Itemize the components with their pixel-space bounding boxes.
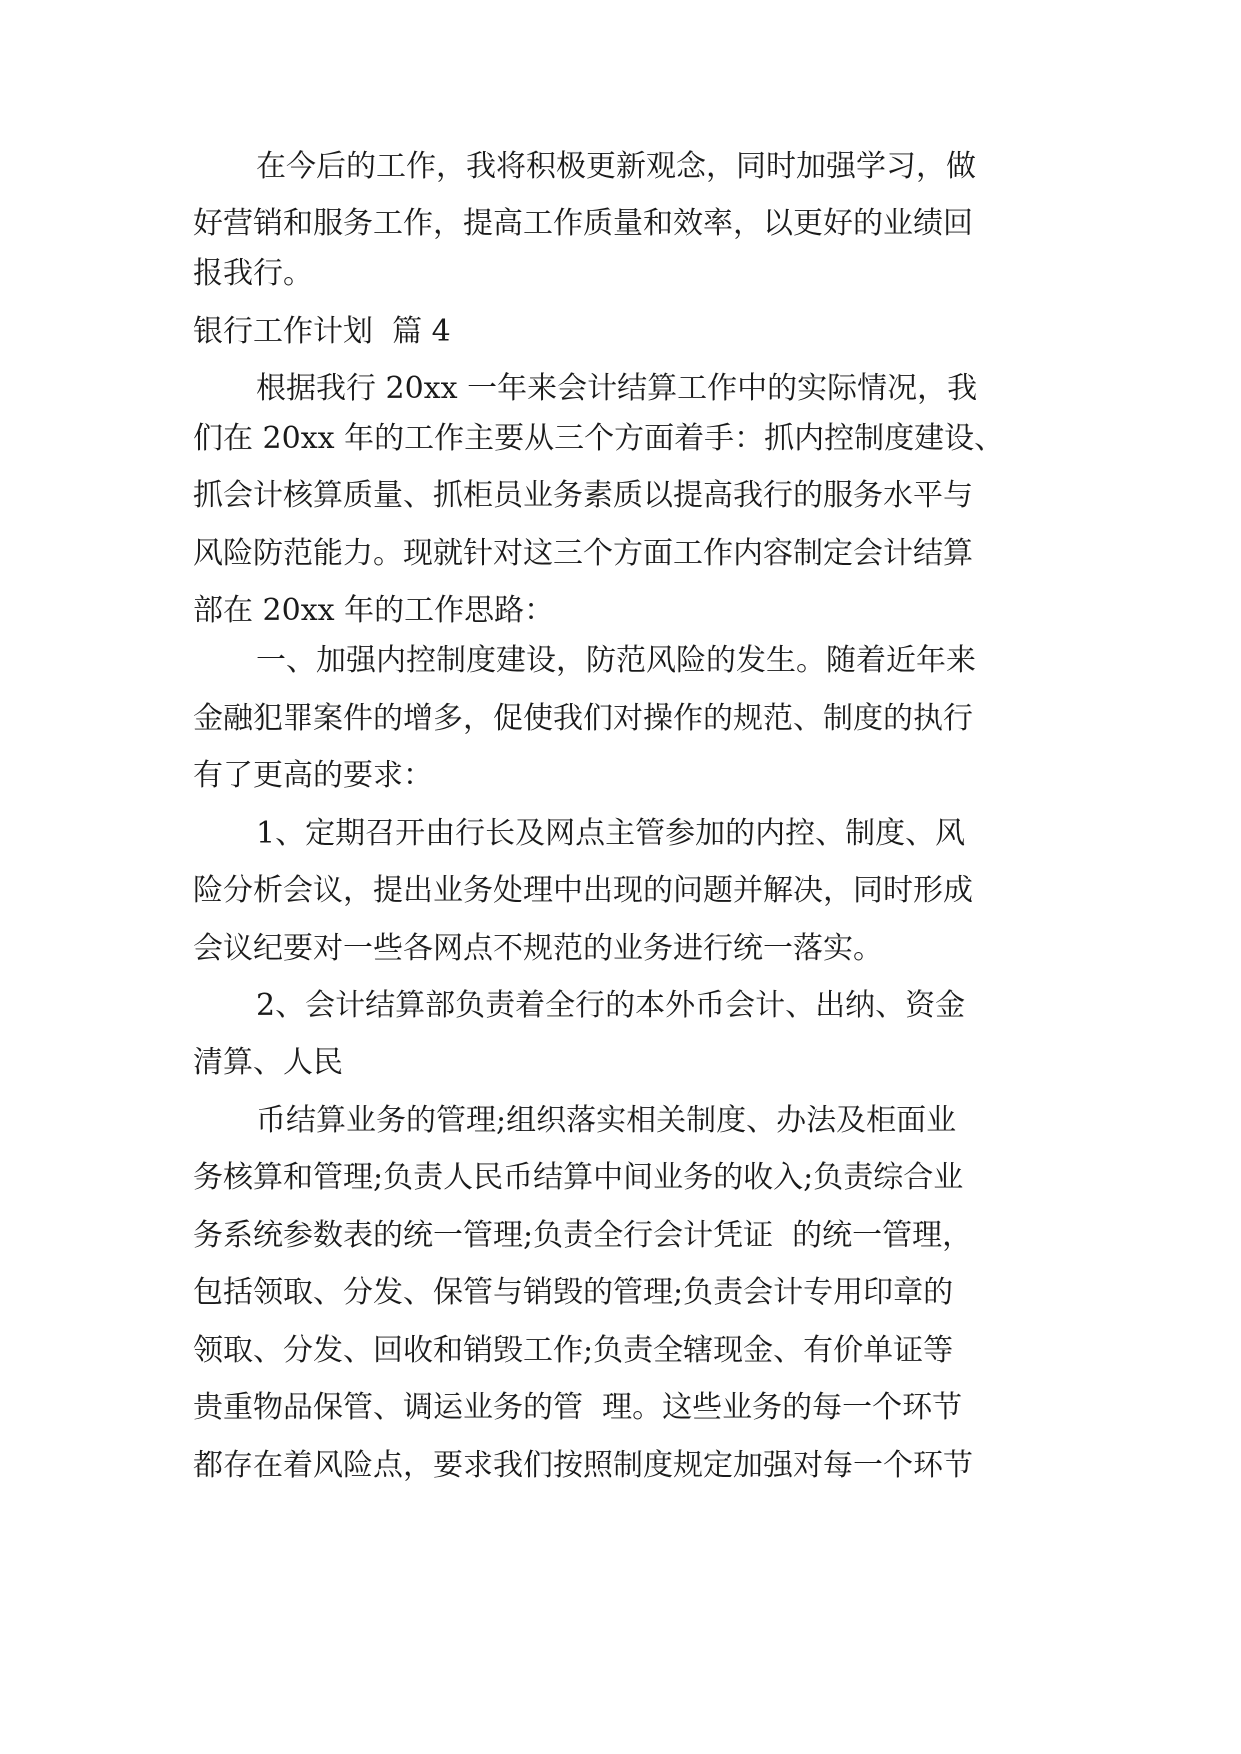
text-line: 险分析会议，提出业务处理中出现的问题并解决，同时形成 xyxy=(193,873,973,908)
text-line: 抓会计核算质量、抓柜员业务素质以提高我行的服务水平与 xyxy=(193,478,973,513)
text-line: 贵重物品保管、调运业务的管 理。这些业务的每一个环节 xyxy=(193,1390,963,1425)
text-line: 领取、分发、回收和销毁工作;负责全辖现金、有价单证等 xyxy=(193,1333,954,1368)
text-line: 金融犯罪案件的增多，促使我们对操作的规范、制度的执行 xyxy=(193,701,973,736)
text-line: 1、定期召开由行长及网点主管参加的内控、制度、风 xyxy=(256,816,966,851)
text-line: 有了更高的要求： xyxy=(193,758,433,793)
text-line: 在今后的工作，我将积极更新观念，同时加强学习，做 xyxy=(256,149,976,184)
text-line: 们在 20xx 年的工作主要从三个方面着手：抓内控制度建设、 xyxy=(193,421,1005,456)
text-line: 都存在着风险点，要求我们按照制度规定加强对每一个环节 xyxy=(193,1448,973,1483)
text-line: 币结算业务的管理;组织落实相关制度、办法及柜面业 xyxy=(256,1103,957,1138)
text-line: 报我行。 xyxy=(193,256,313,291)
text-line: 务核算和管理;负责人民币结算中间业务的收入;负责综合业 xyxy=(193,1160,964,1195)
text-line: 2、会计结算部负责着全行的本外币会计、出纳、资金 xyxy=(256,988,966,1023)
text-line: 清算、人民 xyxy=(193,1045,343,1080)
text-line: 包括领取、分发、保管与销毁的管理;负责会计专用印章的 xyxy=(193,1275,954,1310)
text-line: 会议纪要对一些各网点不规范的业务进行统一落实。 xyxy=(193,931,883,966)
text-line: 部在 20xx 年的工作思路： xyxy=(193,593,555,628)
text-line: 务系统参数表的统一管理;负责全行会计凭证 的统一管理， xyxy=(193,1218,973,1253)
section-heading: 银行工作计划 篇 4 xyxy=(193,314,451,349)
text-line: 根据我行 20xx 一年来会计结算工作中的实际情况，我 xyxy=(256,371,978,406)
text-line: 一、加强内控制度建设，防范风险的发生。随着近年来 xyxy=(256,643,976,678)
text-line: 风险防范能力。现就针对这三个方面工作内容制定会计结算 xyxy=(193,536,973,571)
text-line: 好营销和服务工作，提高工作质量和效率，以更好的业绩回 xyxy=(193,206,973,241)
